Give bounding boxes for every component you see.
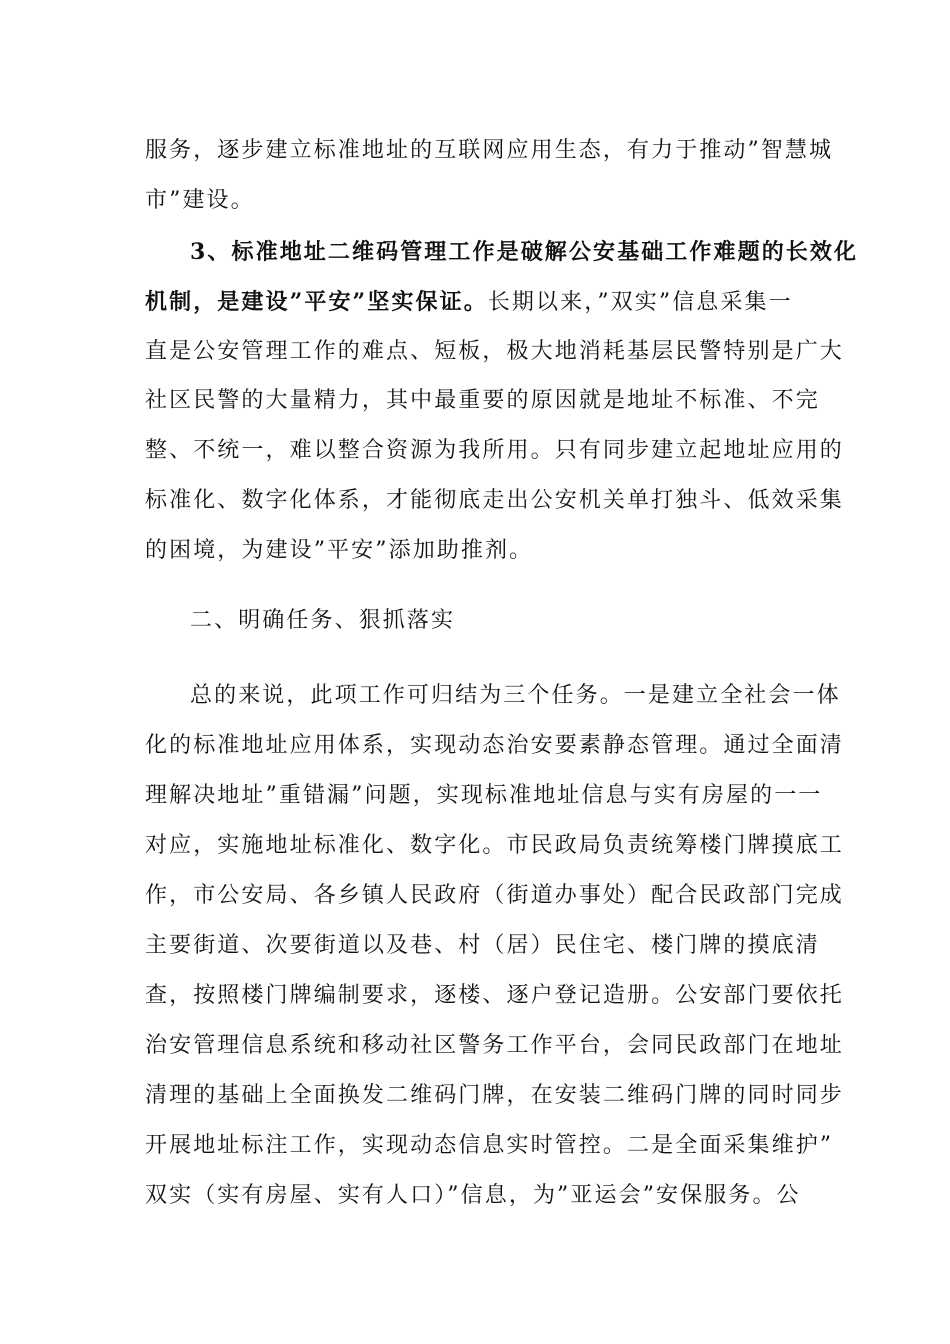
paragraph-3-line-11: 双实（实有房屋、实有人口）”信息，为”亚运会”安保服务。公	[145, 1183, 801, 1208]
paragraph-3-line-6: 主要街道、次要街道以及巷、村（居）民住宅、楼门牌的摸底清	[145, 933, 820, 958]
paragraph-2-bold-lead-line-2: 机制，是建设”平安”坚实保证。	[145, 289, 488, 315]
paragraph-3-line-8: 治安管理信息系统和移动社区警务工作平台，会同民政部门在地址	[145, 1033, 844, 1058]
paragraph-3-line-4: 对应，实施地址标准化、数字化。市民政局负责统筹楼门牌摸底工	[145, 833, 844, 858]
paragraph-3-line-5: 作，市公安局、各乡镇人民政府（街道办事处）配合民政部门完成	[145, 883, 844, 908]
paragraph-2-line-6: 标准化、数字化体系，才能彻底走出公安机关单打独斗、低效采集	[145, 488, 844, 513]
paragraph-3-line-10: 开展地址标注工作，实现动态信息实时管控。二是全面采集维护”	[145, 1133, 834, 1158]
paragraph-2-line-3: 直是公安管理工作的难点、短板，极大地消耗基层民警特别是广大	[145, 339, 844, 364]
paragraph-2-line-4: 社区民警的大量精力，其中最重要的原因就是地址不标准、不完	[145, 388, 820, 413]
paragraph-3-line-3: 理解决地址”重错漏”问题，实现标准地址信息与实有房屋的一一	[145, 783, 823, 808]
paragraph-2-bold-lead-line-1: 3、标准地址二维码管理工作是破解公安基础工作难题的长效化	[190, 239, 859, 265]
paragraph-1-line-2: 市”建设。	[145, 188, 255, 213]
paragraph-2-line-2-rest: 长期以来，”双实”信息采集一	[487, 290, 793, 315]
paragraph-3-line-7: 查，按照楼门牌编制要求，逐楼、逐户登记造册。公安部门要依托	[145, 983, 844, 1008]
paragraph-3-line-2: 化的标准地址应用体系，实现动态治安要素静态管理。通过全面清	[145, 733, 844, 758]
paragraph-3-line-1: 总的来说，此项工作可归结为三个任务。一是建立全社会一体	[190, 683, 841, 708]
paragraph-2-line-5: 整、不统一，难以整合资源为我所用。只有同步建立起地址应用的	[145, 438, 844, 463]
section-heading: 二、明确任务、狠抓落实	[190, 608, 456, 633]
paragraph-1-line-1: 服务，逐步建立标准地址的互联网应用生态，有力于推动”智慧城	[145, 138, 834, 163]
paragraph-2-line-7: 的困境，为建设”平安”添加助推剂。	[145, 538, 534, 563]
paragraph-2-line-2	[145, 287, 793, 318]
paragraph-3-line-9: 清理的基础上全面换发二维码门牌，在安装二维码门牌的同时同步	[145, 1083, 844, 1108]
